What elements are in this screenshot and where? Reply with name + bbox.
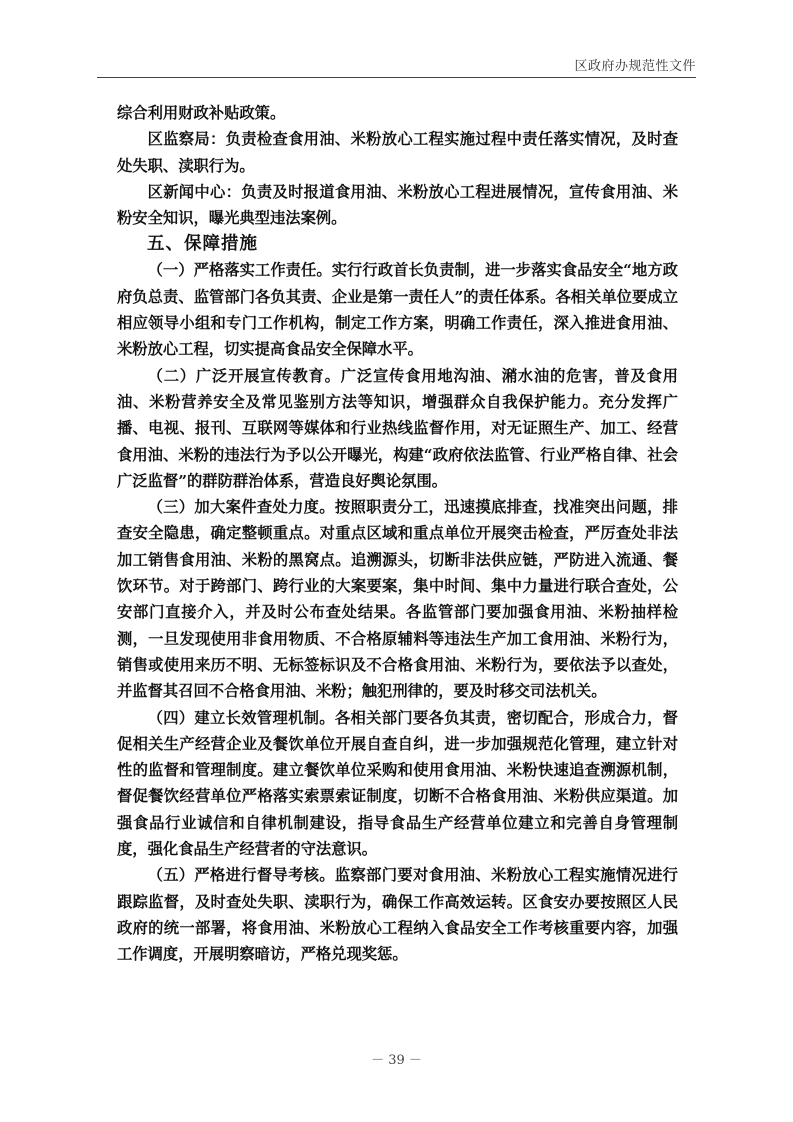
paragraph-supervision-bureau: 区监察局：负责检查食用油、米粉放心工程实施过程中责任落实情况，及时查处失职、渎职行为。: [117, 130, 678, 175]
measure-body-3: 按照职责分工，迅速摸底排查，找准突出问题，排查安全隐患，确定整顿重点。对重点区域和重点单位开展突击检查，严厉查处非法加工销售食用油、米粉的黑窝点。追溯源头，切断非法供应链，严防进入流通、餐饮环节。对于跨部门、跨行业的大案要案，集中时间、集中力量进行联合查处，公安部门直接介入，并及时公布查处结果。各监管部门要加强食用油、米粉抽样检测，一旦发现使用非食用物质、不合格原辅料等违法生产加工食用油、米粉行为，销售或使用来历不明、无标签标识及不合格食用油、米粉行为，要依法予以查处，并监督其召回不合格食用油、米粉；触犯刑律的，要及时移交司法机关。: [117, 498, 678, 701]
measure-body-2: 广泛宣传食用地沟油、潲水油的危害，普及食用油、米粉营养安全及常见鉴别方法等知识，增强群众自我保护能力。充分发挥广播、电视、报刊、互联网等媒体和行业热线监督作用，对无证照生产、加工、经营食用油、米粉的违法行为予以公开曝光，构建“政府依法监管、行业严格自律、社会广泛监督”的群防群治体系，营造良好舆论氛围。: [117, 366, 678, 490]
page-number: － 39 －: [371, 1053, 422, 1068]
measure-paragraph-3: [117, 494, 678, 704]
measure-paragraph-5: [117, 862, 678, 967]
measure-title-5: （五）严格进行督导考核。: [147, 866, 335, 885]
paragraph-news-center: 区新闻中心：负责及时报道食用油、米粉放心工程进展情况，宣传食用油、米粉安全知识，曝光典型违法案例。: [117, 182, 678, 228]
measure-title-3: （三）加大案件查处力度。: [147, 498, 335, 517]
header-divider: [97, 77, 696, 78]
document-header-title: 区政府办规范性文件: [574, 59, 696, 74]
measure-body-4: 各相关部门要各负其责，密切配合，形成合力，督促相关生产经营企业及餐饮单位开展自查自纠，进一步加强规范化管理，建立针对性的监督和管理制度。建立餐饮单位采购和使用食用油、米粉快速追查溯源机制，督促餐饮经营单位严格落实索票索证制度，切断不合格食用油、米粉供应渠道。加强食品行业诚信和自律机制建设，指导食品生产经营单位建立和完善自身管理制度，强化食品生产经营者的守法意识。: [117, 708, 678, 859]
measure-title-4: （四）建立长效管理机制。: [147, 708, 335, 727]
section-heading: 五、保障措施: [147, 234, 258, 255]
measure-body-1: 实行行政首长负责制，进一步落实食品安全“地方政府负总责、监管部门各负其责、企业是第一责任人”的责任体系。各相关单位要成立相应领导小组和专门工作机构，制定工作方案，明确工作责任，深入推进食用油、米粉放心工程，切实提高食品安全保障水平。: [117, 261, 678, 359]
measure-title-1: （一）严格落实工作责任。: [147, 261, 332, 280]
measure-title-2: （二）广泛开展宣传教育。: [147, 366, 341, 385]
measure-body-5: 监察部门要对食用油、米粉放心工程实施情况进行跟踪监督，及时查处失职、渎职行为，确保工作高效运转。区食安办要按照区人民政府的统一部署，将食用油、米粉放心工程纳入食品安全工作考核重要内容，加强工作调度，开展明察暗访，严格兑现奖惩。: [117, 866, 678, 964]
measure-paragraph-1: [117, 257, 678, 362]
paragraph-continuation: 综合利用财政补贴政策。: [117, 104, 286, 122]
measure-paragraph-2: [117, 363, 678, 494]
measure-paragraph-4: [117, 705, 678, 863]
document-body: [117, 100, 678, 968]
